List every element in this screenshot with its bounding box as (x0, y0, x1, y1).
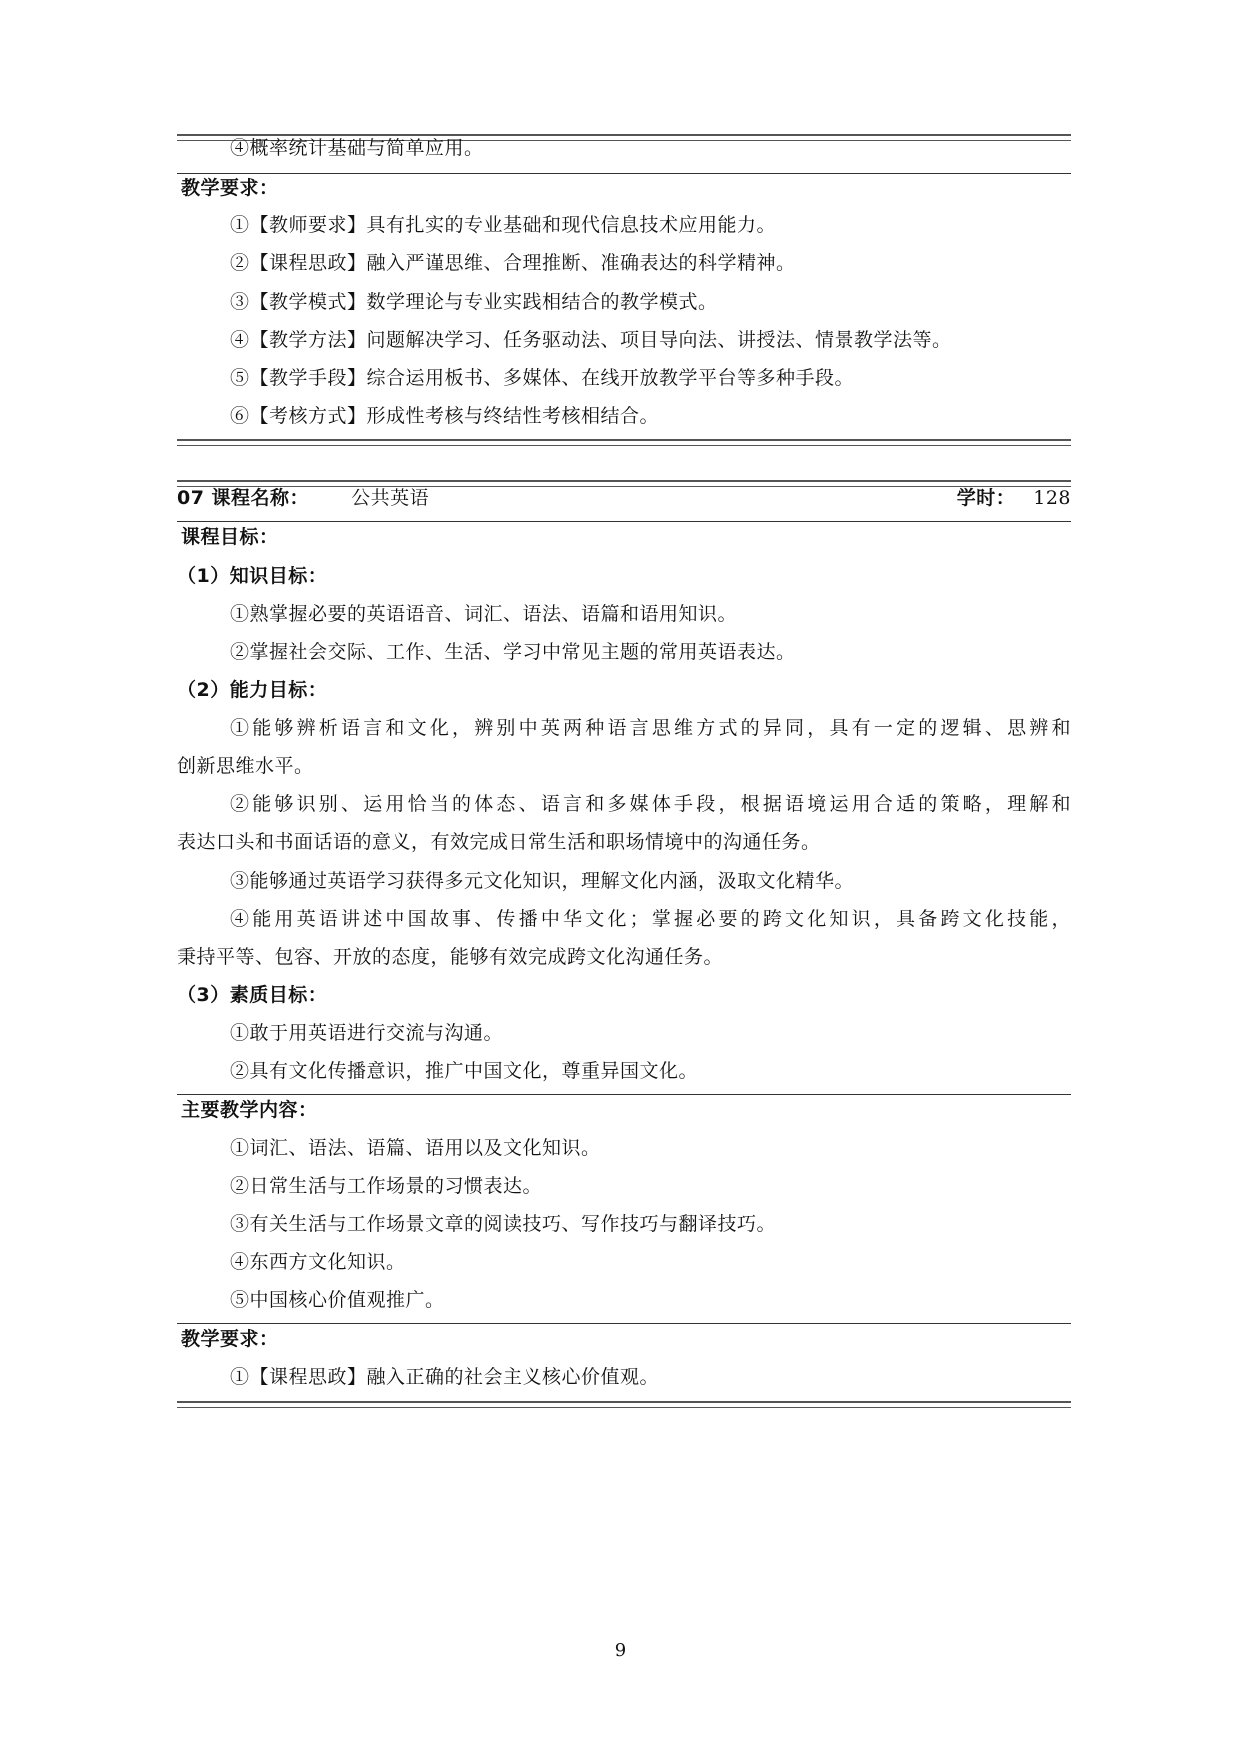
course-header (177, 486, 1071, 510)
requirements-heading: 教学要求： (181, 177, 279, 199)
requirement-item: ⑥【考核方式】形成性考核与终结性考核相结合。 (230, 405, 660, 427)
content-item: ②日常生活与工作场景的习惯表达。 (230, 1175, 543, 1197)
section-divider (177, 173, 1071, 174)
content-item: ④东西方文化知识。 (230, 1251, 406, 1273)
requirement-item: ④【教学方法】问题解决学习、任务驱动法、项目导向法、讲授法、情景教学法等。 (230, 329, 952, 351)
goal-item-line: 秉持平等、包容、开放的态度，能够有效完成跨文化沟通任务。 (177, 946, 724, 968)
requirement-item: ⑤【教学手段】综合运用板书、多媒体、在线开放教学平台等多种手段。 (230, 367, 855, 389)
goal-item-line: 表达口头和书面话语的意义，有效完成日常生活和职场情境中的沟通任务。 (177, 831, 821, 853)
requirement-item: ②【课程思政】融入严谨思维、合理推断、准确表达的科学精神。 (230, 252, 796, 274)
goal-item-line: ③能够通过英语学习获得多元文化知识，理解文化内涵，汲取文化精华。 (230, 870, 855, 892)
content-item: ①词汇、语法、语篇、语用以及文化知识。 (230, 1137, 601, 1159)
content-item: ⑤中国核心价值观推广。 (230, 1289, 445, 1311)
section-divider (177, 439, 1071, 446)
course-name: 公共英语 (351, 487, 430, 509)
page-number: 9 (614, 1640, 627, 1661)
course-label: 07 课程名称： (177, 487, 310, 509)
section-divider (177, 1094, 1071, 1095)
goal-item-line: ①能够辨析语言和文化，辨别中英两种语言思维方式的异同，具有一定的逻辑、思辨和 (230, 717, 1071, 739)
requirement-item: ①【课程思政】融入正确的社会主义核心价值观。 (230, 1366, 660, 1388)
hours-label: 学时： (956, 487, 1016, 509)
requirement-item: ①【教师要求】具有扎实的专业基础和现代信息技术应用能力。 (230, 214, 777, 236)
knowledge-heading: （1）知识目标： (177, 565, 328, 587)
goal-item-line: ④能用英语讲述中国故事、传播中华文化；掌握必要的跨文化知识，具备跨文化技能， (230, 908, 1071, 930)
goal-item: ①熟掌握必要的英语语音、词汇、语法、语篇和语用知识。 (230, 603, 738, 625)
section-divider (177, 1323, 1071, 1324)
content-item: ③有关生活与工作场景文章的阅读技巧、写作技巧与翻译技巧。 (230, 1213, 777, 1235)
quality-heading: （3）素质目标： (177, 984, 328, 1006)
requirements-heading: 教学要求： (181, 1328, 279, 1350)
goals-heading: 课程目标： (181, 526, 279, 548)
goal-item: ②掌握社会交际、工作、生活、学习中常见主题的常用英语表达。 (230, 641, 796, 663)
goal-item-line: 创新思维水平。 (177, 755, 314, 777)
goal-item-line: ②能够识别、运用恰当的体态、语言和多媒体手段，根据语境运用合适的策略，理解和 (230, 793, 1071, 815)
section-divider (177, 521, 1071, 522)
content-item: ④概率统计基础与简单应用。 (230, 137, 484, 159)
ability-heading: （2）能力目标： (177, 679, 328, 701)
goal-item: ①敢于用英语进行交流与沟通。 (230, 1022, 504, 1044)
hours-value: 128 (1033, 487, 1071, 509)
goal-item: ②具有文化传播意识，推广中国文化，尊重异国文化。 (230, 1060, 699, 1082)
content-heading: 主要教学内容： (181, 1099, 318, 1121)
requirement-item: ③【教学模式】数学理论与专业实践相结合的教学模式。 (230, 291, 718, 313)
section-divider (177, 1401, 1071, 1408)
